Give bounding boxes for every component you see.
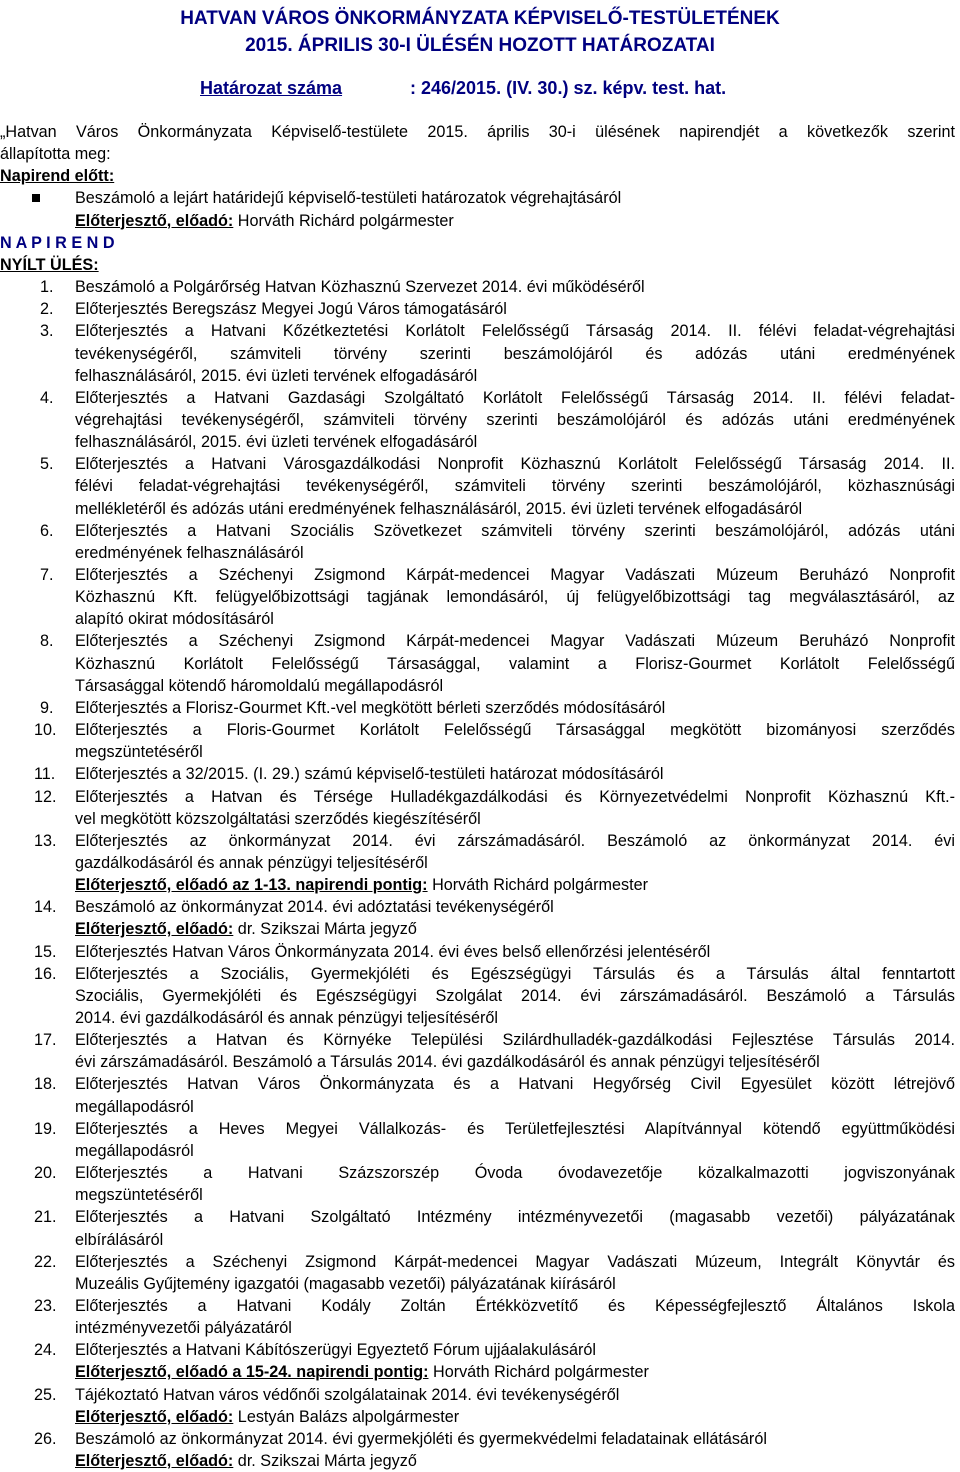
agenda-item-text: Beszámoló az önkormányzat 2014. évi adóztatási tevékenységéről	[75, 898, 554, 917]
agenda-item-text: Előterjesztés a Hatvani Szociális Szövetkezet számviteli törvény szerinti beszámolójáról, adózás utáni	[75, 521, 955, 540]
presenter-line	[75, 210, 454, 232]
agenda-item-number: 13.	[34, 831, 57, 850]
agenda-item-text: Előterjesztés az önkormányzat 2014. évi zárszámadásáról. Beszámoló az önkormányzat 2014. évi	[75, 831, 955, 850]
presenter-label: Előterjesztő, előadó:	[75, 1452, 234, 1470]
agenda-item-text: Előterjesztés Hatvan Város Önkormányzata 2014. évi éves belső ellenőrzési jelentéséről	[75, 942, 711, 961]
presenter-label: Előterjesztő, előadó:	[75, 1407, 234, 1426]
agenda-item-text: Előterjesztés a Hatvani Gazdasági Szolgáltató Korlátolt Felelősségű Társaság 2014. II. félévi feladat-	[75, 388, 955, 407]
presenter-label: Előterjesztő, előadó a 15-24. napirendi pontig:	[75, 1363, 429, 1382]
presenter-name: Horváth Richárd polgármester	[233, 211, 454, 230]
agenda-item-text: megállapodásról	[75, 1141, 194, 1160]
agenda-item-text: Előterjesztés a Széchenyi Zsigmond Kárpát-medencei Magyar Vadászati Múzeum Beruházó Nonprofit	[75, 632, 955, 651]
agenda-item-text: évi zárszámadásáról. Beszámoló a Társulás 2014. évi gazdálkodásáról és annak pénzügyi teljesítéséről	[75, 1053, 820, 1072]
agenda-item-text: megállapodásról	[75, 1097, 194, 1116]
presenter-name: Horváth Richárd polgármester	[428, 1363, 649, 1382]
presenter-line	[75, 1450, 417, 1472]
presenter-label: Előterjesztő, előadó:	[75, 920, 234, 939]
agenda-item-text: Előterjesztés a Szociális, Gyermekjóléti és Egészségügyi Társulás és a Társulás által fenntartott	[75, 964, 955, 983]
agenda-item-text: megszüntetéséről	[75, 1186, 203, 1205]
agenda-item-text: felhasználásáról, 2015. évi üzleti tervének elfogadásáról	[75, 366, 478, 385]
agenda-item-text: Szociális, Gyermekjóléti és Egészségügyi Szolgálat 2014. évi zárszámadásáról. Beszámoló a Társulás	[75, 986, 955, 1005]
intro-line: „Hatvan Város Önkormányzata Képviselő-testülete 2015. április 30-i ülésének napirendjét a következők szerint	[0, 123, 955, 141]
agenda-item-text: Előterjesztés a 32/2015. (I. 29.) számú képviselő-testületi határozat módosításáról	[75, 765, 664, 784]
agenda-item-text: Közhasznú Kft. felügyelőbizottsági tagjának lemondásáról, új felügyelőbizottsági tag megválasztásáról, az	[75, 588, 955, 607]
agenda-item-text: vel megkötött közszolgáltatási szerződés kiegészítéséről	[75, 809, 481, 828]
agenda-item-number: 8.	[40, 632, 54, 651]
presenter-name: Lestyán Balázs alpolgármester	[233, 1407, 460, 1426]
agenda-item-number: 15.	[34, 942, 57, 961]
agenda-item-text: Előterjesztés a Hatvani Százszorszép Óvoda óvodavezetője közalkalmazotti jogviszonyának	[75, 1164, 955, 1183]
agenda-item-number: 11.	[34, 765, 56, 784]
agenda-item-number: 18.	[34, 1075, 57, 1094]
agenda-item-text: végrehajtási tevékenységéről, számviteli törvény szerinti beszámolójáról és adózás utáni eredményének	[75, 410, 955, 429]
agenda-item-number: 7.	[40, 566, 54, 584]
agenda-item-text: Muzeális Gyűjtemény igazgatói (magasabb vezetői) pályázatának kiírásáról	[75, 1274, 616, 1293]
presenter-line	[75, 1406, 459, 1428]
agenda-item-text: megszüntetéséről	[75, 743, 203, 762]
agenda-item-number: 16.	[34, 964, 57, 983]
bullet-icon	[32, 194, 40, 202]
agenda-item-text: Tájékoztató Hatvan város védőnői szolgálatainak 2014. évi tevékenységéről	[75, 1385, 620, 1404]
presenter-line	[75, 1361, 649, 1383]
agenda-item-number: 1.	[40, 278, 54, 297]
agenda-item-text: Előterjesztés a Széchenyi Zsigmond Kárpát-medencei Magyar Vadászati Múzeum Beruházó Nonprofit	[75, 566, 955, 584]
agenda-item-number: 9.	[40, 698, 54, 717]
open-session-heading: NYÍLT ÜLÉS:	[0, 255, 99, 274]
agenda-item-text: Előterjesztés a Hatvan és Térsége Hulladékgazdálkodási és Környezetvédelmi Nonprofit Közhasznú Kft.-	[75, 787, 955, 806]
resolution-number	[0, 76, 960, 100]
agenda-item-number: 14.	[34, 898, 57, 917]
agenda-item-text: intézményvezetői pályázatáról	[75, 1319, 292, 1338]
agenda-item-number: 23.	[34, 1296, 57, 1315]
agenda-item-number: 25.	[34, 1385, 57, 1404]
agenda-item-text: felhasználásáról, 2015. évi üzleti tervének elfogadásáról	[75, 433, 478, 452]
agenda-item-number: 12.	[34, 787, 57, 806]
agenda-item-text: tevékenységéről, számviteli törvény szerinti beszámolójáról és adózás utáni eredményének	[75, 344, 955, 363]
agenda-item-text: Előterjesztés a Széchenyi Zsigmond Kárpát-medencei Magyar Vadászati Múzeum, Integrált Könyvtár és	[75, 1252, 955, 1271]
presenter-line	[75, 874, 648, 896]
agenda-item-number: 5.	[40, 455, 54, 474]
agenda-item-text: Előterjesztés Beregszász Megyei Jogú Város támogatásáról	[75, 300, 507, 319]
agenda-item-number: 2.	[40, 300, 54, 319]
agenda-heading: N A P I R E N D	[0, 233, 115, 252]
presenter-label: Előterjesztő, előadó az 1-13. napirendi pontig:	[75, 876, 428, 895]
document-subtitle: 2015. ÁPRILIS 30-I ÜLÉSÉN HOZOTT HATÁROZATAI	[245, 35, 715, 56]
agenda-item-text: Beszámoló a Polgárőrség Hatvan Közhasznú Szervezet 2014. évi működéséről	[75, 278, 645, 297]
agenda-item-text: 2014. évi gazdálkodásáról és annak pénzügyi teljesítéséről	[75, 1009, 498, 1027]
presenter-name: dr. Szikszai Márta jegyző	[233, 1452, 417, 1470]
agenda-item-number: 17.	[34, 1031, 57, 1050]
agenda-item-number: 20.	[34, 1164, 57, 1183]
agenda-item-number: 3.	[40, 322, 54, 341]
agenda-item-number: 24.	[34, 1341, 57, 1360]
intro-line: állapította meg:	[0, 145, 111, 164]
agenda-item-number: 21.	[34, 1208, 57, 1227]
presenter-name: Horváth Richárd polgármester	[427, 876, 648, 895]
before-agenda-heading: Napirend előtt:	[0, 167, 115, 186]
agenda-item-number: 19.	[34, 1119, 57, 1138]
before-agenda-item: Beszámoló a lejárt határidejű képviselő-testületi határozatok végrehajtásáról	[75, 189, 622, 208]
agenda-item-number: 26.	[34, 1429, 57, 1448]
agenda-item-text: Előterjesztés a Hatvani Kőzétkeztetési Korlátolt Felelősségű Társaság 2014. II. félévi feladat-végrehajtási	[75, 322, 955, 341]
agenda-item-text: Közhasznú Korlátolt Felelősségű Társasággal, valamint a Florisz-Gourmet Korlátolt Felelősségű	[75, 654, 955, 673]
agenda-item-text: Előterjesztés a Heves Megyei Vállalkozás- és Területfejlesztési Alapítvánnyal kötendő együttműködési	[75, 1119, 955, 1138]
agenda-item-text: elbírálásáról	[75, 1230, 164, 1249]
agenda-item-number: 22.	[34, 1252, 57, 1271]
title-line-1: HATVAN VÁROS ÖNKORMÁNYZATA KÉPVISELŐ-TESTÜLETÉNEK	[180, 8, 780, 29]
agenda-item-number: 10.	[34, 721, 57, 740]
agenda-item-text: Előterjesztés a Floris-Gourmet Korlátolt Felelősségű Társasággal megkötött bizományosi szerződés	[75, 721, 955, 740]
agenda-item-text: Előterjesztés Hatvan Város Önkormányzata és a Hatvani Hegyőrség Civil Egyesület között létrejövő	[75, 1075, 955, 1094]
agenda-item-number: 4.	[40, 388, 54, 407]
agenda-item-number: 6.	[40, 521, 54, 540]
agenda-item-text: alapító okirat módosításáról	[75, 610, 274, 629]
agenda-item-text: Előterjesztés a Florisz-Gourmet Kft.-vel megkötött bérleti szerződés módosításáról	[75, 698, 666, 717]
agenda-item-text: Előterjesztés a Hatvani Szolgáltató Intézmény intézményvezetői (magasabb vezetői) pályázatának	[75, 1208, 955, 1227]
agenda-item-text: Beszámoló az önkormányzat 2014. évi gyermekjóléti és gyermekvédelmi feladatainak ellátásáról	[75, 1429, 767, 1448]
resolution-label: Határozat száma	[200, 78, 343, 98]
agenda-item-text: Előterjesztés a Hatvani Kábítószerügyi Egyeztető Fórum ujjáalakulásáról	[75, 1341, 596, 1360]
agenda-item-text: félévi feladat-végrehajtási tevékenységéről, számviteli törvény szerinti beszámolójáról, közhasznúsági	[75, 477, 955, 496]
agenda-item-text: Előterjesztés a Hatvani Városgazdálkodási Nonprofit Közhasznú Korlátolt Felelősségű Társaság 2014. II.	[75, 455, 955, 474]
agenda-item-text: Előterjesztés a Hatvani Kodály Zoltán Értékközvetítő és Képességfejlesztő Általános Iskola	[75, 1296, 955, 1315]
resolution-value: : 246/2015. (IV. 30.) sz. képv. test. hat.	[410, 78, 727, 98]
agenda-item-text: Társasággal kötendő háromoldalú megállapodásról	[75, 676, 444, 695]
agenda-item-text: mellékletéről és adózás utáni eredményének felhasználásáról, 2015. évi üzleti tervének elfogadásáról	[75, 499, 803, 518]
presenter-name: dr. Szikszai Márta jegyző	[233, 920, 417, 939]
presenter-line	[75, 918, 417, 940]
presenter-label: Előterjesztő, előadó:	[75, 211, 234, 230]
document-title	[0, 6, 960, 32]
agenda-item-text: Előterjesztés a Hatvan és Környéke Települési Szilárdhulladék-gazdálkodási Fejlesztése Társulás 2014.	[75, 1031, 955, 1050]
agenda-item-text: eredményének felhasználásáról	[75, 543, 304, 562]
agenda-item-text: gazdálkodásáról és annak pénzügyi teljesítéséről	[75, 853, 428, 872]
